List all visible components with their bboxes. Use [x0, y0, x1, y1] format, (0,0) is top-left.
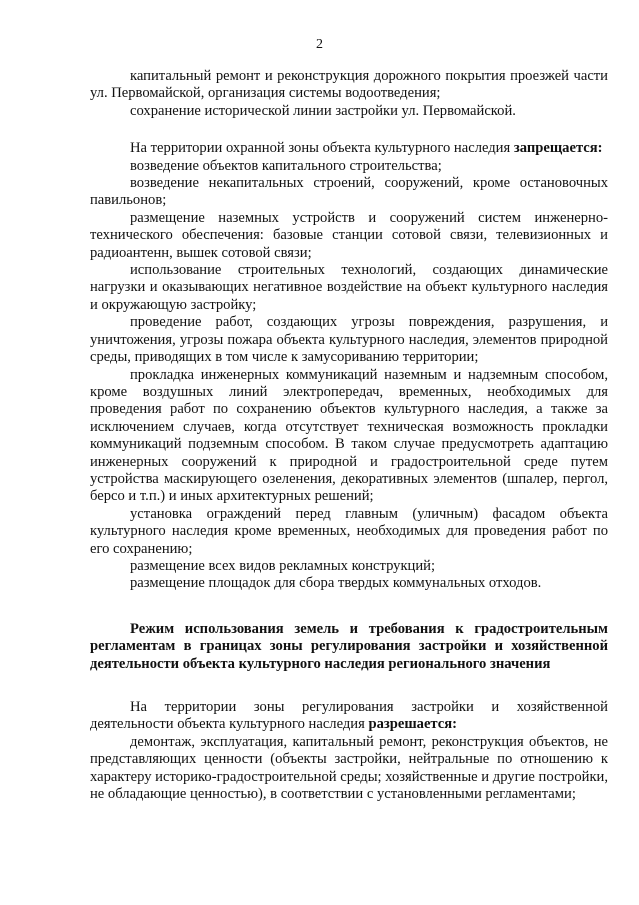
- list-item: возведение объектов капитального строительства;: [130, 157, 442, 174]
- list-item: размещение площадок для сбора твердых коммунальных отходов.: [130, 575, 542, 592]
- page-number: 2: [316, 37, 323, 52]
- list-item: размещение наземных устройств и сооружений систем инженерно-технического обеспечения: базовые станции сотовой связи, телевизионных и радиоантенн, вышек сотовой связи;: [90, 209, 608, 261]
- prohibited-label: запрещается:: [513, 140, 603, 157]
- prohibited-intro: На территории охранной зоны объекта культурного наследия запрещается:: [130, 140, 603, 157]
- list-item: установка ограждений перед главным (уличным) фасадом объекта культурного наследия кроме временных, необходимых для проведения работ по его сохранению;: [90, 505, 608, 557]
- list-item: демонтаж, эксплуатация, капитальный ремонт, реконструкция объектов, не представляющих ценности (объекты застройки, нейтральные по отношению к характеру историко-градостроительной среды; хозяйственные и другие постройки, не обладающие ценностью), в соответствии с установленными регламентами;: [90, 733, 608, 803]
- permitted-label: разрешается:: [368, 716, 458, 733]
- document-body: [90, 68, 608, 803]
- list-item: прокладка инженерных коммуникаций наземным и надземным способом, кроме воздушных линий электропередач, временных, необходимых для проведения работ по сохранению объектов культурного наследия, а также за исключением случаев, когда отсутствует техническая возможность прокладки коммуникаций подземным способом. В таком случае предусмотреть адаптацию инженерных сооружений к природной и градостроительной среде путем устройства маскирующего озеленения, декоративных элементов (шпалер, пергол, берсо и т.п.) и иных архитектурных решений;: [90, 366, 608, 505]
- list-item: размещение всех видов рекламных конструкций;: [130, 557, 436, 574]
- section-heading: Режим использования земель и требования к градостроительным регламентам в границах зоны регулирования застройки и хозяйственной деятельности объекта культурного наследия регионального значения: [90, 620, 608, 672]
- permitted-intro: На территории зоны регулирования застройки и хозяйственной деятельности объекта культурного наследия разрешается:: [90, 699, 608, 733]
- list-item: проведение работ, создающих угрозы повреждения, разрушения, и уничтожения, угрозы пожара объекта культурного наследия, элементов природной среды, приводящих в том числе к замусориванию территории;: [90, 314, 608, 366]
- list-item: использование строительных технологий, создающих динамические нагрузки и оказывающих негативное воздействие на объект культурного наследия и окружающую застройку;: [90, 262, 608, 313]
- paragraph: сохранение исторической линии застройки ул. Первомайской.: [130, 102, 516, 119]
- list-item: возведение некапитальных строений, сооружений, кроме остановочных павильонов;: [90, 175, 608, 209]
- paragraph: капитальный ремонт и реконструкция дорожного покрытия проезжей части ул. Первомайской, организация системы водоотведения;: [90, 68, 608, 102]
